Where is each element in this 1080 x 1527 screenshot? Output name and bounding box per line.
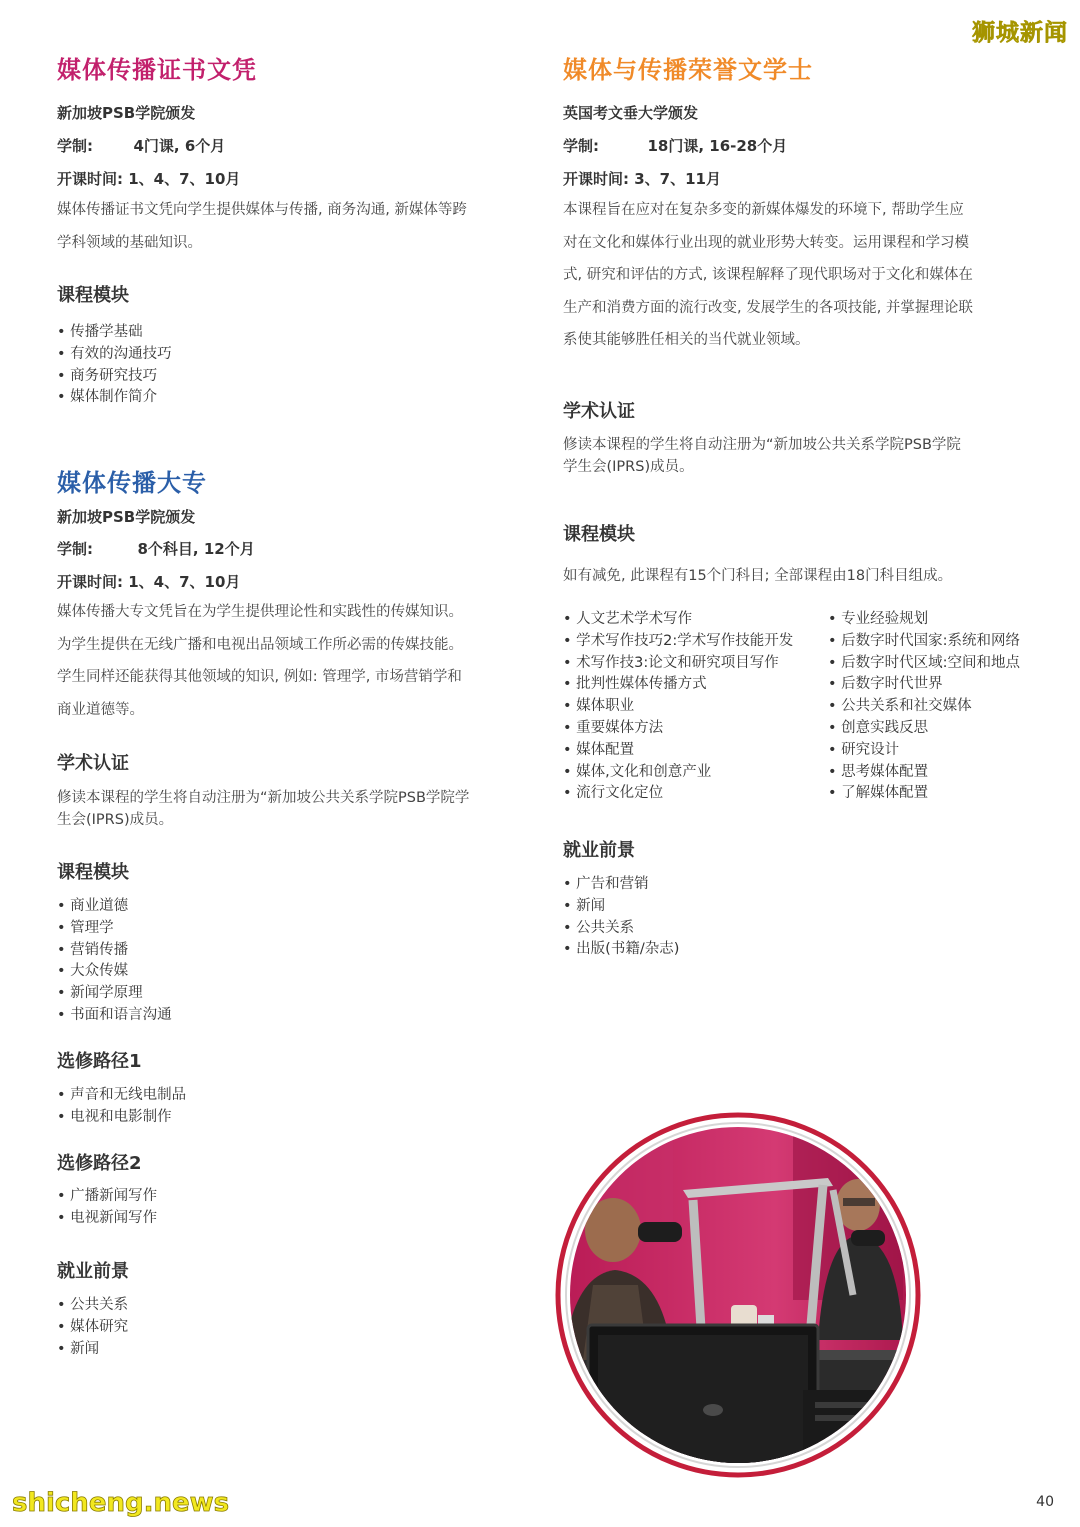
list-item: • 有效的沟通技巧 — [57, 344, 172, 366]
list-item: • 广播新闻写作 — [57, 1186, 157, 1208]
diploma-issuer: 新加坡PSB学院颁发 — [57, 508, 196, 526]
degree-accred-heading: 学术认证 — [563, 401, 635, 422]
list-item: • 重要媒体方法 — [563, 718, 793, 740]
diploma-intake — [57, 571, 240, 592]
diploma-duration-label: 学制: — [57, 540, 93, 558]
diploma-title: 媒体传播大专 — [57, 469, 207, 497]
degree-duration-label: 学制: — [563, 137, 599, 155]
list-item: • 声音和无线电制品 — [57, 1085, 186, 1107]
cert-intake — [57, 168, 240, 189]
list-item: • 新闻学原理 — [57, 983, 172, 1005]
list-item: • 媒体研究 — [57, 1317, 128, 1339]
diploma-elective2-heading: 选修路径2 — [57, 1153, 142, 1174]
cert-desc-line: 学科领域的基础知识。 — [57, 234, 202, 251]
degree-title: 媒体与传播荣誉文学士 — [563, 56, 813, 84]
list-item: • 公共关系 — [563, 918, 679, 940]
diploma-desc-line: 媒体传播大专文凭旨在为学生提供理论性和实践性的传媒知识。 — [57, 604, 463, 620]
list-item: • 营销传播 — [57, 940, 172, 962]
list-item: • 人文艺术学术写作 — [563, 609, 793, 631]
radio-studio-photo — [553, 1110, 923, 1480]
list-item: • 新闻 — [57, 1339, 128, 1361]
list-item: • 公共关系和社交媒体 — [828, 696, 1020, 718]
degree-careers-heading: 就业前景 — [563, 840, 635, 861]
list-item: • 电视和电影制作 — [57, 1107, 186, 1129]
diploma-intake-value: 1、4、7、10月 — [128, 573, 241, 591]
degree-modules-left-list — [563, 609, 793, 805]
list-item: • 出版(书籍/杂志) — [563, 939, 679, 961]
list-item: • 大众传媒 — [57, 961, 172, 983]
list-item: • 媒体职业 — [563, 696, 793, 718]
list-item: • 电视新闻写作 — [57, 1208, 157, 1230]
list-item: • 批判性媒体传播方式 — [563, 674, 793, 696]
list-item: • 媒体,文化和创意产业 — [563, 762, 793, 784]
degree-issuer: 英国考文垂大学颁发 — [563, 104, 699, 122]
degree-desc-line: 本课程旨在应对在复杂多变的新媒体爆发的环境下, 帮助学生应 — [563, 202, 964, 218]
degree-intake — [563, 168, 721, 189]
cert-modules-list — [57, 322, 172, 409]
degree-duration — [563, 135, 787, 156]
list-item: • 思考媒体配置 — [828, 762, 1020, 784]
cert-duration-value: 4门课, 6个月 — [133, 137, 226, 155]
degree-accred-line: 学生会(IPRS)成员。 — [563, 459, 694, 475]
cert-desc-line: 媒体传播证书文凭向学生提供媒体与传播, 商务沟通, 新媒体等跨 — [57, 202, 467, 218]
cert-intake-value: 1、4、7、10月 — [128, 170, 241, 188]
diploma-accred-text — [57, 787, 537, 831]
list-item: • 后数字时代世界 — [828, 674, 1020, 696]
degree-modules-note: 如有减免, 此课程有15个门科目; 全部课程由18门科目组成。 — [563, 568, 953, 584]
degree-intake-label: 开课时间: — [563, 170, 629, 188]
list-item: • 传播学基础 — [57, 322, 172, 344]
degree-modules-right-list — [828, 609, 1020, 805]
diploma-desc-line: 学生同样还能获得其他领域的知识, 例如: 管理学, 市场营销学和 — [57, 669, 462, 685]
list-item: • 媒体配置 — [563, 740, 793, 762]
degree-intake-value: 3、7、11月 — [634, 170, 721, 188]
list-item: • 媒体制作简介 — [57, 387, 172, 409]
degree-accred-line: 修读本课程的学生将自动注册为“新加坡公共关系学院PSB学院 — [563, 437, 961, 453]
watermark-logo-text: 狮城新闻 — [972, 20, 1068, 46]
cert-title: 媒体传播证书文凭 — [57, 56, 257, 84]
degree-description — [563, 194, 1053, 357]
cert-description — [57, 194, 537, 259]
degree-desc-line: 对在文化和媒体行业出现的就业形势大转变。运用课程和学习模 — [563, 234, 969, 251]
radio-studio-illustration — [553, 1110, 923, 1480]
diploma-desc-line: 为学生提供在无线广播和电视出品领域工作所必需的传媒技能。 — [57, 636, 463, 653]
diploma-accred-line: 生会(IPRS)成员。 — [57, 812, 174, 828]
degree-duration-value: 18门课, 16-28个月 — [647, 137, 788, 155]
list-item: • 了解媒体配置 — [828, 783, 1020, 805]
list-item: • 管理学 — [57, 918, 172, 940]
cert-duration-label: 学制: — [57, 137, 93, 155]
diploma-intake-label: 开课时间: — [57, 573, 123, 591]
list-item: • 术写作技3:论文和研究项目写作 — [563, 653, 793, 675]
list-item: • 后数字时代国家:系统和网络 — [828, 631, 1020, 653]
list-item: • 专业经验规划 — [828, 609, 1020, 631]
diploma-careers-list — [57, 1295, 128, 1360]
cert-modules-heading: 课程模块 — [57, 285, 129, 306]
diploma-desc-line: 商业道德等。 — [57, 701, 144, 718]
diploma-elective1-heading: 选修路径1 — [57, 1051, 142, 1072]
diploma-accred-line: 修读本课程的学生将自动注册为“新加坡公共关系学院PSB学院学 — [57, 790, 470, 806]
list-item: • 流行文化定位 — [563, 783, 793, 805]
degree-desc-line: 系使其能够胜任相关的当代就业领域。 — [563, 332, 810, 348]
diploma-elective1-list — [57, 1085, 186, 1129]
list-item: • 商务研究技巧 — [57, 366, 172, 388]
diploma-elective2-list — [57, 1186, 157, 1230]
list-item: • 创意实践反思 — [828, 718, 1020, 740]
list-item: • 公共关系 — [57, 1295, 128, 1317]
diploma-careers-heading: 就业前景 — [57, 1261, 129, 1282]
watermark-site-text: shicheng.news — [12, 1488, 230, 1518]
diploma-description — [57, 596, 537, 726]
diploma-modules-heading: 课程模块 — [57, 862, 129, 883]
list-item: • 商业道德 — [57, 896, 172, 918]
list-item: • 新闻 — [563, 896, 679, 918]
list-item: • 研究设计 — [828, 740, 1020, 762]
list-item: • 广告和营销 — [563, 874, 679, 896]
cert-issuer: 新加坡PSB学院颁发 — [57, 104, 196, 122]
cert-duration — [57, 135, 225, 156]
degree-accred-text — [563, 434, 1053, 478]
degree-modules-heading: 课程模块 — [563, 524, 635, 545]
degree-desc-line: 生产和消费方面的流行改变, 发展学生的各项技能, 并掌握理论联 — [563, 299, 973, 316]
cert-intake-label: 开课时间: — [57, 170, 123, 188]
diploma-accred-heading: 学术认证 — [57, 753, 129, 774]
list-item: • 书面和语言沟通 — [57, 1005, 172, 1027]
list-item: • 后数字时代区域:空间和地点 — [828, 653, 1020, 675]
diploma-duration-value: 8个科目, 12个月 — [137, 540, 255, 558]
degree-desc-line: 式, 研究和评估的方式, 该课程解释了现代职场对于文化和媒体在 — [563, 267, 973, 283]
list-item: • 学术写作技巧2:学术写作技能开发 — [563, 631, 793, 653]
diploma-duration — [57, 538, 255, 559]
degree-careers-list — [563, 874, 679, 961]
diploma-modules-list — [57, 896, 172, 1027]
page-number: 40 — [1036, 1494, 1054, 1510]
